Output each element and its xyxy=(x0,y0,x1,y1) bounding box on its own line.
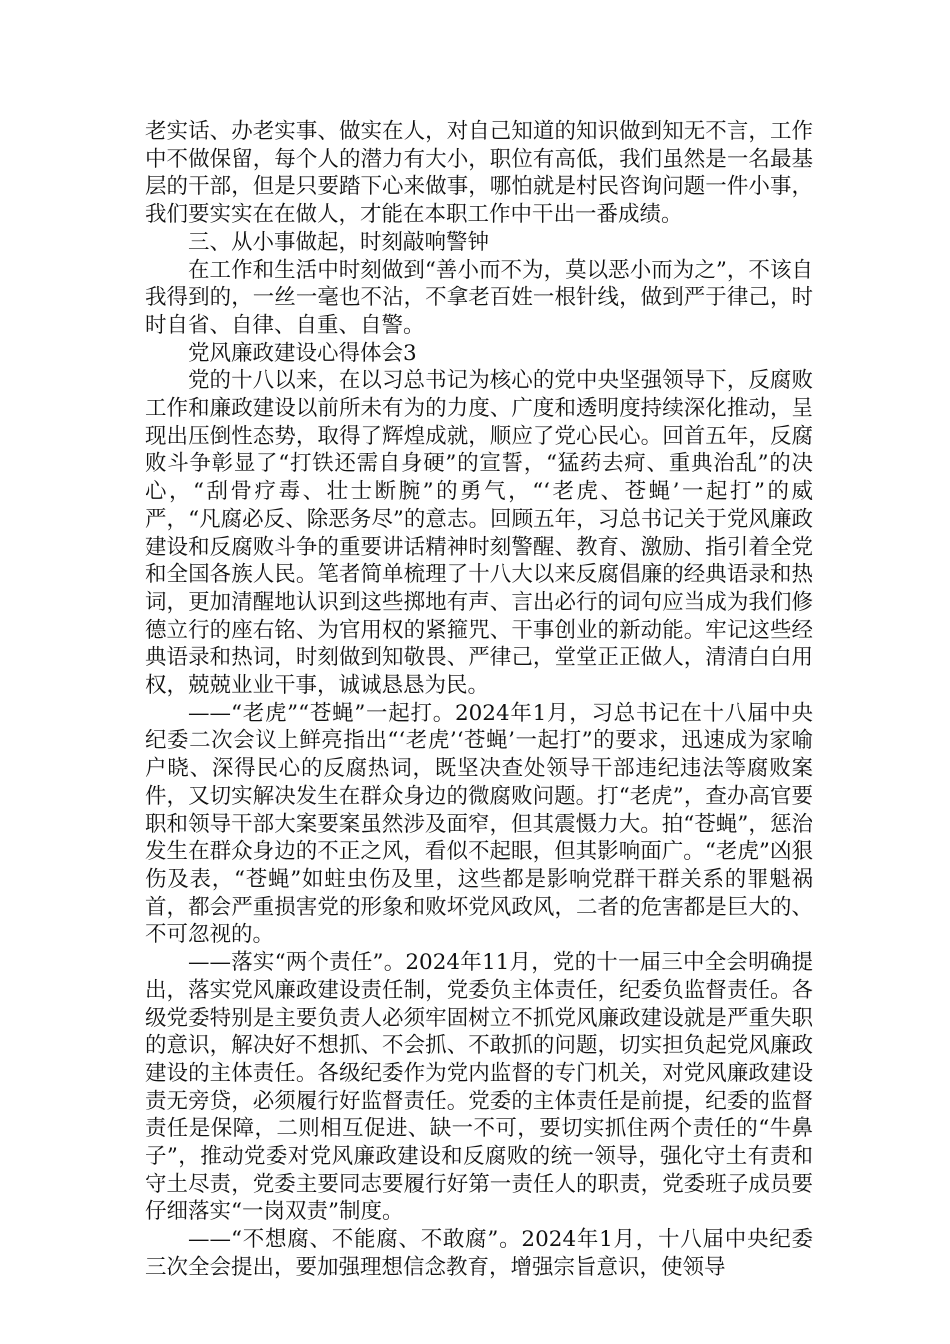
section-heading-3: 三、从小事做起，时刻敲响警钟 xyxy=(188,229,490,255)
paragraph-7: ——落实“两个责任”。2024年11月，党的十一届三中全会明确提出，落实党风廉政建设责任制，党委负主体责任，纪委负监督责任。各级党委特别是主要负责人必须牢固树立不抓党风廉政建设就是严重失职的意识，解决好不想抓、不会抓、不敢抓的问题，切实担负起党风廉政建设的主体责任。各级纪委作为党内监督的专门机关，对党风廉政建设责无旁贷，必须履行好监督责任。党委的主体责任是前提，纪委的监督责任是保障，二则相互促进、缺一不可，要切实抓住两个责任的“牛鼻子”，推动党委对党风廉政建设和反腐败的统一领导，强化守土有责和守土尽责，党委主要同志要履行好第一责任人的职责，党委班子成员要仔细落实“一岗双责”制度。 xyxy=(145,950,813,1225)
paragraph-8: ——“不想腐、不能腐、不敢腐”。2024年1月，十八届中央纪委三次全会提出，要加强理想信念教育，增强宗旨意识，使领导 xyxy=(145,1227,813,1280)
document-body xyxy=(145,118,813,1282)
paragraph-5: 党的十八以来，在以习总书记为核心的党中央坚强领导下，反腐败工作和廉政建设以前所未有为的力度、广度和透明度持续深化推动，呈现出压倒性态势，取得了辉煌成就，顺应了党心民心。回首五年，反腐败斗争彰显了“打铁还需自身硬”的宣誓，“猛药去疴、重典治乱”的决心，“刮骨疗毒、壮士断腕”的勇气，“‘老虎、苍蝇’一起打”的威严，“凡腐必反、除恶务尽”的意志。回顾五年，习总书记关于党风廉政建设和反腐败斗争的重要讲话精神时刻警醒、教育、激励、指引着全党和全国各族人民。笔者简单梳理了十八大以来反腐倡廉的经典语录和热词，更加清醒地认识到这些掷地有声、言出必行的词句应当成为我们修德立行的座右铭、为官用权的紧箍咒、干事创业的新动能。牢记这些经典语录和热词，时刻做到知敬畏、严律己，堂堂正正做人，清清白白用权，兢兢业业干事，诚诚恳恳为民。 xyxy=(145,368,813,699)
paragraph-3: 在工作和生活中时刻做到“善小而不为，莫以恶小而为之”，不该自我得到的，一丝一毫也不沾，不拿老百姓一根针线，做到严于律己，时时自省、自律、自重、自警。 xyxy=(145,257,813,338)
paragraph-6: ——“老虎”“苍蝇”一起打。2024年1月，习总书记在十八届中央纪委二次会议上鲜亮指出“‘老虎’‘苍蝇’一起打”的要求，迅速成为家喻户晓、深得民心的反腐热词，既坚决查处领导干部违纪违法等腐败案件，又切实解决发生在群众身边的微腐败问题。打“老虎”，查办高官要职和领导干部大案要案虽然涉及面窄，但其震慑力大。拍“苍蝇”，惩治发生在群众身边的不正之风，看似不起眼，但其影响面广。“老虎”凶狠伤及表，“苍蝇”如蛀虫伤及里，这些都是影响党群干群关系的罪魁祸首，都会严重损害党的形象和败坏党风政风，二者的危害都是巨大的、不可忽视的。 xyxy=(145,700,813,948)
paragraph-1: 老实话、办老实事、做实在人，对自己知道的知识做到知无不言，工作中不做保留，每个人的潜力有大小，职位有高低，我们虽然是一名最基层的干部，但是只要踏下心来做事，哪怕就是村民咨询问题一件小事，我们要实实在在做人，才能在本职工作中干出一番成绩。 xyxy=(145,119,813,228)
article-title-3: 党风廉政建设心得体会3 xyxy=(188,340,417,366)
